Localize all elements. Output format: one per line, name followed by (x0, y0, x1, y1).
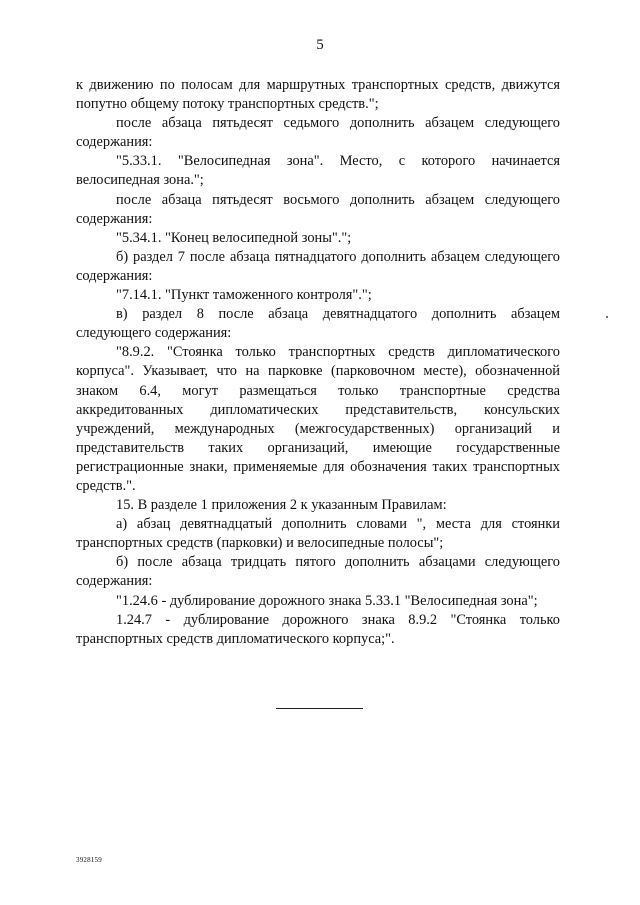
paragraph-item-b: б) после абзаца тридцать пятого дополнить абзацами следующего содержания: (76, 554, 560, 590)
paragraph-1-24-7: 1.24.7 - дублирование дорожного знака 8.9.2 "Стоянка только транспортных средств дипломатического корпуса;". (76, 611, 560, 647)
paragraph-5-33-1: "5.33.1. "Велосипедная зона". Место, с которого начинается велосипедная зона."; (76, 153, 560, 189)
end-rule (276, 708, 363, 709)
document-body (76, 76, 560, 649)
paragraph-item-15: 15. В разделе 1 приложения 2 к указанным Правилам: (116, 497, 447, 514)
paragraph-7-14-1: "7.14.1. "Пункт таможенного контроля"."; (116, 287, 372, 304)
paragraph-after-58: после абзаца пятьдесят восьмого дополнить абзацем следующего содержания: (76, 191, 560, 227)
paragraph-1-24-6: "1.24.6 - дублирование дорожного знака 5.33.1 "Велосипедная зона"; (116, 592, 538, 609)
scan-speck (606, 316, 608, 318)
paragraph-after-57: после абзаца пятьдесят седьмого дополнить абзацем следующего содержания: (76, 115, 560, 151)
paragraph-5-34-1: "5.34.1. "Конец велосипедной зоны"."; (116, 229, 352, 246)
paragraph-continuation: к движению по полосам для маршрутных транспортных средств, движутся попутно общему потоку транспортных средств."; (76, 77, 560, 113)
paragraph-section-7: б) раздел 7 после абзаца пятнадцатого дополнить абзацем следующего содержания: (76, 248, 560, 284)
paragraph-item-a: а) абзац девятнадцатый дополнить словами ", места для стоянки транспортных средств (парковки) и велосипедные полосы"; (76, 516, 560, 552)
paragraph-section-8: в) раздел 8 после абзаца девятнадцатого дополнить абзацем следующего содержания: (76, 306, 560, 342)
paragraph-8-9-2: "8.9.2. "Стоянка только транспортных средств дипломатического корпуса". Указывает, что на парковке (парковочном месте), обозначенной знаком 6.4, могут размещаться только транспортные средства аккредитованных дипломатических представительств, консульских учреждений, международных (межгосударственных) организаций и представительств таких организаций, имеющие государственные регистрационные знаки, применяемые для обозначения таких транспортных средств.". (76, 344, 560, 494)
page-number: 5 (316, 37, 324, 53)
document-code: 3928159 (76, 856, 102, 864)
